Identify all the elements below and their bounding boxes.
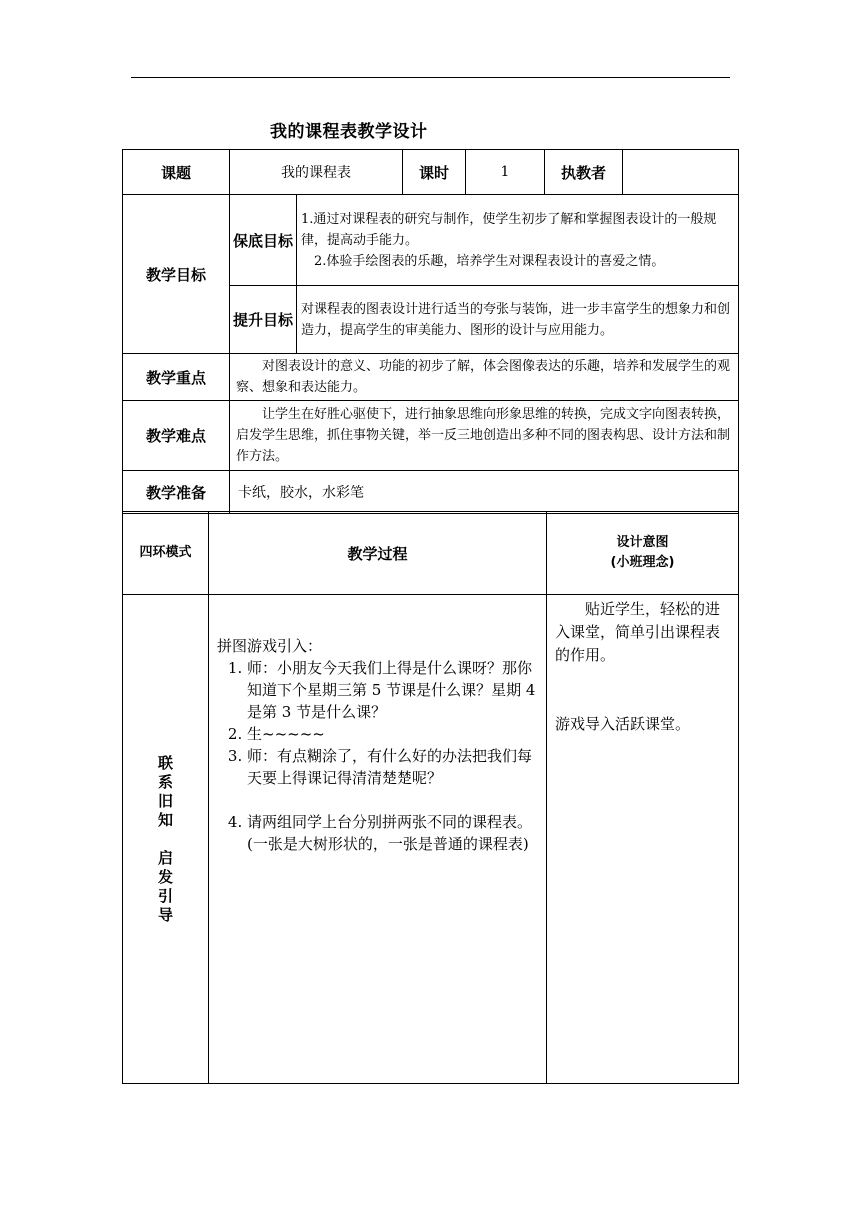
stage1-step: 4. 请两组同学上台分别拼两张不同的课程表。(一张是大树形状的，一张是普通的课程表) — [247, 811, 538, 855]
stage1-mode-char: 知 — [157, 810, 173, 829]
info-row — [123, 150, 739, 195]
stage1-mode-char: 引 — [157, 886, 173, 905]
stage1-intro: 拼图游戏引入： — [217, 637, 323, 655]
basic-goal-label: 保底目标 — [230, 195, 297, 286]
stage1-mode-char: 导 — [157, 905, 173, 924]
stage1-mode-char: 联 — [157, 753, 173, 772]
stage1-steps — [217, 657, 538, 855]
process-header-row — [123, 512, 739, 595]
key-points-text: 对图表设计的意义、功能的初步了解，体会图像表达的乐趣，培养和发展学生的观察、想象和表达能力。 — [230, 354, 739, 401]
stage1-row — [123, 595, 739, 1084]
basic-goal-text — [297, 195, 739, 286]
intent-header — [547, 512, 739, 595]
objectives-label: 教学目标 — [123, 195, 230, 354]
hours-value: 1 — [466, 150, 545, 195]
difficulties-row — [123, 401, 739, 471]
header-rule — [131, 77, 730, 78]
topic-value: 我的课程表 — [230, 150, 403, 195]
process-header: 教学过程 — [209, 512, 547, 595]
difficulties-text: 让学生在好胜心驱使下，进行抽象思维向形象思维的转换，完成文字向图表转换，启发学生思维，抓住事物关键，举一反三地创造出多种不同的图表构思、设计方法和制作方法。 — [230, 401, 739, 471]
topic-label: 课题 — [123, 150, 230, 195]
advanced-goal-text: 对课程表的图表设计进行适当的夸张与装饰，进一步丰富学生的想象力和创造力，提高学生的审美能力、图形的设计与应用能力。 — [297, 286, 739, 354]
stage1-mode-char: 旧 — [157, 791, 173, 810]
stage1-process — [209, 595, 547, 1084]
stage1-intent-1: 贴近学生，轻松的进入课堂，简单引出课程表的作用。 — [555, 600, 721, 664]
preparation-label: 教学准备 — [123, 471, 230, 514]
stage1-mode-char: 启 — [157, 848, 173, 867]
teacher-value — [623, 150, 739, 195]
objectives-basic-row — [123, 195, 739, 286]
intent-header-line1: 设计意图 — [616, 535, 669, 550]
document-title: 我的课程表教学设计 — [270, 122, 428, 142]
preparation-text: 卡纸，胶水，水彩笔 — [230, 471, 739, 514]
basic-goal-item-2: 2.体验手绘图表的乐趣，培养学生对课程表设计的喜爱之情。 — [314, 253, 665, 269]
hours-label: 课时 — [403, 150, 466, 195]
intent-header-line2: (小班理念) — [610, 555, 675, 570]
mode-header: 四环模式 — [123, 512, 209, 595]
stage1-intent-2: 游戏导入活跃课堂。 — [555, 715, 691, 733]
stage1-step: 2. 生~~~~~ — [247, 723, 538, 745]
basic-goal-item-1: 1.通过对课程表的研究与制作，使学生初步了解和掌握图表设计的一般规律，提高动手能力。 — [301, 211, 717, 248]
stage1-step: 3. 师：有点糊涂了，有什么好的办法把我们每天要上得课记得清清楚楚呢？ — [247, 745, 538, 789]
advanced-goal-label: 提升目标 — [230, 286, 297, 354]
key-points-label: 教学重点 — [123, 354, 230, 401]
stage1-step: 1. 师：小朋友今天我们上得是什么课呀？那你知道下个星期三第 5 节课是什么课？星期 4 是第 3 节是什么课？ — [247, 657, 538, 723]
lesson-info-table — [122, 149, 739, 514]
stage1-mode-spacer — [123, 830, 208, 849]
stage1-intent — [547, 595, 739, 1084]
stage1-mode-char: 发 — [157, 867, 173, 886]
key-points-row — [123, 354, 739, 401]
preparation-row — [123, 471, 739, 514]
stage1-mode-char: 系 — [157, 772, 173, 791]
process-table — [122, 511, 739, 1084]
teacher-label: 执教者 — [545, 150, 623, 195]
stage1-mode — [123, 595, 209, 1084]
difficulties-label: 教学难点 — [123, 401, 230, 471]
